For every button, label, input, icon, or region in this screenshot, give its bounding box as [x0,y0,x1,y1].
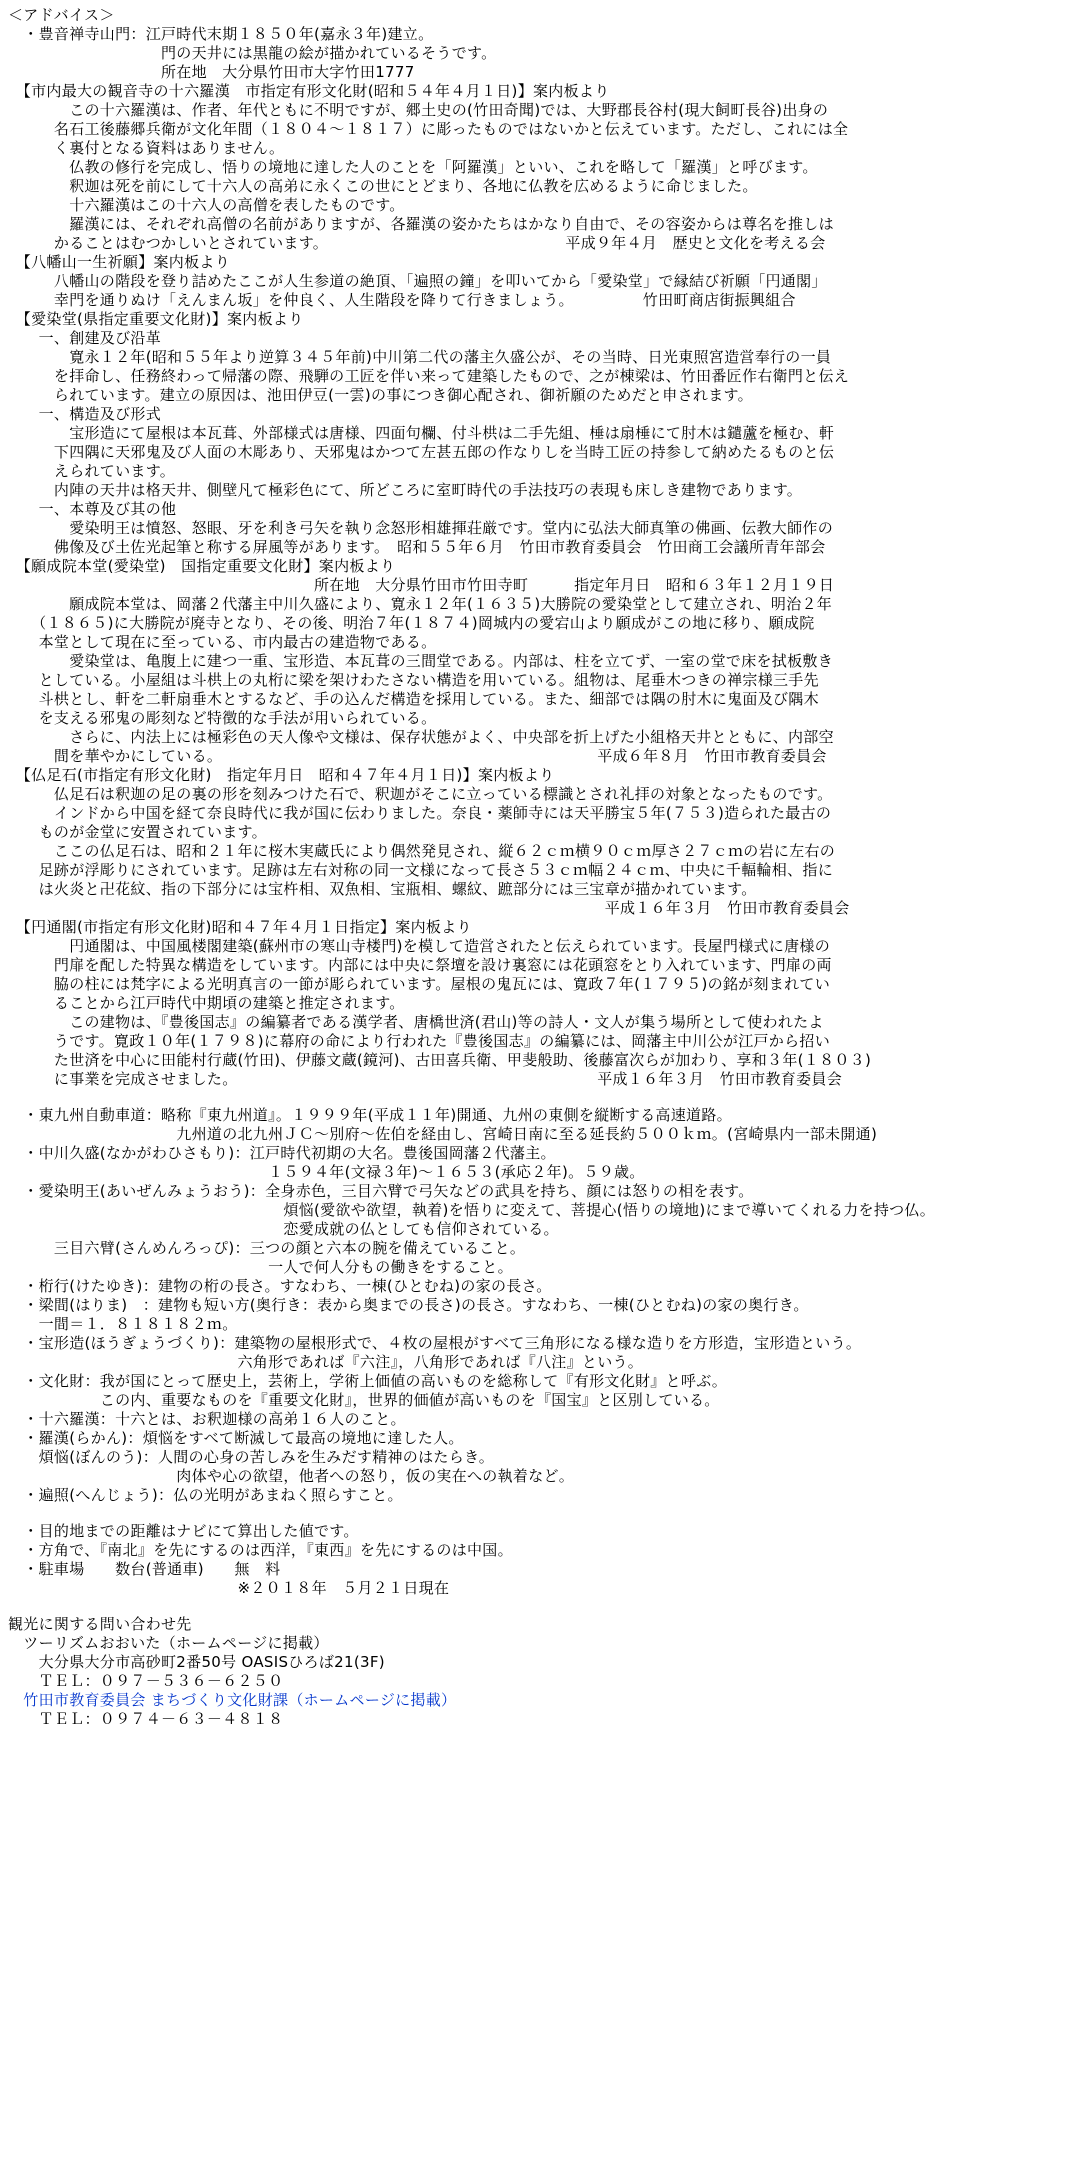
text-line: ・東九州自動車道：略称『東九州道』。１９９９年(平成１１年)開通、九州の東側を縦断する高速道路。 [8,1106,732,1124]
text-line: を支える邪鬼の彫刻など特徴的な手法が用いられている。 [8,709,437,727]
text-line: 所在地 大分県竹田市竹田寺町 指定年月日 昭和６３年１２月１９日 [8,576,835,594]
text-line: 三目六臂(さんめんろっぴ)：三つの顔と六本の腕を備えていること。 [8,1239,526,1257]
text-line: ・目的地までの距離はナビにて算出した値です。 [8,1522,359,1540]
text-line: うです。寛政１０年(１７９８)に幕府の命により行われた『豊後国志』の編纂には、岡藩主中川公が江戸から招い [8,1032,831,1050]
text-line: ※２０１８年 ５月２１日現在 [8,1579,450,1597]
text-line: 観光に関する問い合わせ先 [8,1615,192,1633]
blank-line [8,1505,1038,1522]
text-line: 煩悩(愛欲や欲望，執着)を悟りに変えて、菩提心(悟りの境地)にまで導いてくれる力を持つ仏。 [8,1201,936,1219]
text-line: ・羅漢(らかん)：煩悩をすべて断滅して最高の境地に達した人。 [8,1429,464,1447]
text-line: ・愛染明王(あいぜんみょうおう)：全身赤色，三目六臂で弓矢などの武具を持ち、顔には怒りの相を表す。 [8,1182,754,1200]
text-line: 仏教の修行を完成し、悟りの境地に達した人のことを「阿羅漢」といい、これを略して「羅漢」と呼びます。 [8,158,818,176]
text-line: 本堂として現在に至っている、市内最古の建造物である。 [8,633,437,651]
text-line: ・方角で、『南北』を先にするのは西洋，『東西』を先にするのは中国。 [8,1541,513,1559]
text-line: 煩悩(ぼんのう)：人間の心身の苦しみを生みだす精神のはたらき。 [8,1448,495,1466]
text-line: 【円通閣(市指定有形文化財)昭和４７年４月１日指定】案内板より [8,918,472,936]
text-line: 【市内最大の観音寺の十六羅漢 市指定有形文化財(昭和５４年４月１日)】案内板より [8,82,610,100]
text-line: 名石工後藤郷兵衛が文化年間（１８０４～１８１７）に彫ったものではないかと伝えています。ただし、これには全 [8,120,849,138]
text-line: ＴＥＬ：０９７４－６３－４８１８ [8,1710,284,1728]
text-line: 門の天井には黒龍の絵が描かれているそうです。 [8,44,497,62]
text-line: 一、構造及び形式 [8,405,162,423]
text-line: 九州道の北九州ＪＣ～別府～佐伯を経由し、宮崎日南に至る延長約５００ｋｍ。(宮崎県内一部未開通) [8,1125,878,1143]
text-line: 肉体や心の欲望，他者への怒り，仮の実在への執着など。 [8,1467,575,1485]
text-line: ツーリズムおおいた（ホームページに掲載） [8,1634,329,1652]
text-line: 斗栱とし、軒を二軒扇垂木とするなど、手の込んだ構造を採用している。また、細部では隅の肘木に鬼面及び隅木 [8,690,819,708]
text-line: ＴＥＬ：０９７－５３６－６２５０ [8,1672,284,1690]
text-line: られています。建立の原因は、池田伊豆(一雲)の事につき御心配され、御祈願のためだと申されます。 [8,386,753,404]
text-line: 【仏足石(市指定有形文化財) 指定年月日 昭和４７年４月１日)】案内板より [8,766,555,784]
text-line: 仏足石は釈迦の足の裏の形を刻みつけた石で、釈迦がそこに立っている標識とされ礼拝の対象となったものです。 [8,785,833,803]
text-line: く裏付となる資料はありません。 [8,139,285,157]
text-line: 愛染明王は憤怒、怒眼、牙を利き弓矢を執り念怒形相雄揮荘厳です。堂内に弘法大師真筆の佛画、伝教大師作の [8,519,834,537]
text-line: 釈迦は死を前にして十六人の高弟に永くこの世にとどまり、各地に仏教を広めるように命じました。 [8,177,758,195]
text-line: 六角形であれば『六注』，八角形であれば『八注』という。 [8,1353,644,1371]
text-line: は火炎と卍花紋、指の下部分には宝杵相、双魚相、宝瓶相、螺紋、蹠部分には三宝章が描かれています。 [8,880,757,898]
text-line: 恋愛成就の仏としても信仰されている。 [8,1220,559,1238]
text-line: ることから江戸時代中期頃の建築と推定されます。 [8,994,405,1012]
text-line: 羅漢には、それぞれ高僧の名前がありますが、各羅漢の姿かたちはかなり自由で、その容姿からは尊名を推しは [8,215,834,233]
text-line: ・豊音禅寺山門：江戸時代末期１８５０年(嘉永３年)建立。 [8,25,434,43]
text-line: 宝形造にて屋根は本瓦葺、外部様式は唐様、四面句欄、付斗栱は二手先組、棰は扇棰にて肘木は鑓蘆を極む、軒 [8,424,835,442]
text-line: 大分県大分市高砂町2番50号 OASISひろば21(3F) [8,1653,385,1671]
text-line: 幸門を通りぬけ「えんまん坂」を仲良く、人生階段を降りて行きましょう。 竹田町商店街振興組合 [8,291,796,309]
text-line: ＜アドバイス＞ [8,6,115,24]
text-line: 寛永１２年(昭和５５年より逆算３４５年前)中川第二代の藩主久盛公が、その当時、日光東照宮造営奉行の一員 [8,348,832,366]
text-line: ・桁行(けたゆき)：建物の桁の長さ。すなわち、一棟(ひとむね)の家の長さ。 [8,1277,552,1295]
text-line: ・文化財：我が国にとって歴史上，芸術上，学術上価値の高いものを総称して『有形文化財』と呼ぶ。 [8,1372,728,1390]
text-line: 愛染堂は、亀腹上に建つ一重、宝形造、本瓦葺の三間堂である。内部は、柱を立てず、一室の堂で床を拭板敷き [8,652,834,670]
text-line: この建物は、『豊後国志』の編纂者である漢学者、唐橋世済(君山)等の詩人・文人が集う場所として使われたよ [8,1013,824,1031]
text-line: 円通閣は、中国風楼閣建築(蘇州市の寒山寺楼門)を模して造営されたと伝えられています。長屋門様式に唐様の [8,937,831,955]
text-line: 足跡が浮彫りにされています。足跡は左右対称の同一文様になって長さ５３ｃｍ幅２４ｃｍ、中央に千輻輪相、指に [8,861,834,879]
text-line: 佛像及び土佐光起筆と称する屏風等があります。 昭和５５年６月 竹田市教育委員会 竹田商工会議所青年部会 [8,538,826,556]
text-line: さらに、内法上には極彩色の天人像や文様は、保存状態がよく、中央部を折上げた小組格天井とともに、内部空 [8,728,834,746]
text-line: ・中川久盛(なかがわひさもり)：江戸時代初期の大名。豊後国岡藩２代藩主。 [8,1144,556,1162]
text-line: ・十六羅漢：十六とは、お釈迦様の高弟１６人のこと。 [8,1410,406,1428]
text-line: に事業を完成させました。 平成１６年３月 竹田市教育委員会 [8,1070,843,1088]
text-line: ・梁間(はりま) ：建物も短い方(奥行き：表から奥までの長さ)の長さ。すなわち、一棟(ひとむね)の家の奥行き。 [8,1296,809,1314]
text-line: 下四隅に天邪鬼及び人面の木彫あり、天邪鬼はかつて左甚五郎の作なりしを当時工匠の持参して納めたるものと伝 [8,443,835,461]
text-line: 【愛染堂(県指定重要文化財)】案内板より [8,310,304,328]
text-line: た世済を中心に田能村行蔵(竹田)、伊藤文蔵(鏡河)、古田喜兵衛、甲斐般助、後藤富次らが加わり、享和３年(１８０３) [8,1051,872,1069]
text-line: 【八幡山一生祈願】案内板より [8,253,231,271]
text-line: ・駐車場 数台(普通車) 無 料 [8,1560,281,1578]
text-line: 平成１６年３月 竹田市教育委員会 [8,899,850,917]
text-line: かることはむつかしいとされています。 平成９年４月 歴史と文化を考える会 [8,234,826,252]
text-line: ここの仏足石は、昭和２１年に桜木実蔵氏により偶然発見され、縦６２ｃｍ横９０ｃｍ厚さ２７ｃｍの岩に左右の [8,842,836,860]
text-line: ・宝形造(ほうぎょうづくり)：建築物の屋根形式で、４枚の屋根がすべて三角形になる様な造りを方形造，宝形造という。 [8,1334,862,1352]
text-line: を拝命し、任務終わって帰藩の際、飛騨の工匠を伴い来って建築したもので、之が棟梁は、竹田番匠作右衛門と伝え [8,367,850,385]
text-line: 一、創建及び沿革 [8,329,162,347]
text-line: 門扉を配した特異な構造をしています。内部には中央に祭壇を設け裏窓には花頭窓をとり入れています、門扉の両 [8,956,832,974]
text-line: 一間＝１．８１８１８２ｍ。 [8,1315,238,1333]
text-line: （１８６５)に大勝院が廃寺となり、その後、明治７年(１８７４)岡城内の愛宕山より願成がこの地に移り、願成院 [8,614,815,632]
contact-link-line[interactable]: 竹田市教育委員会 まちづくり文化財課（ホームページに掲載） [8,1691,457,1709]
text-line: 内陣の天井は格天井、側壁凡て極彩色にて、所どころに室町時代の手法技巧の表現も床しき建物であります。 [8,481,803,499]
advice-document [8,6,1038,1729]
blank-line [8,1598,1038,1615]
text-line: 一人で何人分もの働きをすること。 [8,1258,513,1276]
text-line: 【願成院本堂(愛染堂) 国指定重要文化財】案内板より [8,557,396,575]
text-line: １５９４年(文禄３年)～１６５３(承応２年)。５９歳。 [8,1163,645,1181]
text-line: 十六羅漢はこの十六人の高僧を表したものです。 [8,196,405,214]
text-line: この内、重要なものを『重要文化財』，世界的価値が高いものを『国宝』と区別している。 [8,1391,720,1409]
blank-line [8,1089,1038,1106]
text-line: 間を華やかにしている。 平成６年８月 竹田市教育委員会 [8,747,827,765]
text-line: インドから中国を経て奈良時代に我が国に伝わりました。奈良・薬師寺には天平勝宝５年(７５３)造られた最古の [8,804,832,822]
text-line: としている。小屋組は斗栱上の丸桁に梁を架けわたさない構造を用いている。組物は、尾垂木つきの禅宗様三手先 [8,671,819,689]
text-line: この十六羅漢は、作者、年代ともに不明ですが、郷土史の(竹田奇聞)では、大野郡長谷村(現大飼町長谷)出身の [8,101,829,119]
text-line: 一、本尊及び其の他 [8,500,177,518]
text-line: 所在地 大分県竹田市大字竹田1777 [8,63,415,81]
text-line: えられています。 [8,462,176,480]
text-line: 願成院本堂は、岡藩２代藩主中川久盛により、寛永１２年(１６３５)大勝院の愛染堂として建立され、明治２年 [8,595,833,613]
text-line: 脇の柱には梵字による光明真言の一節が彫られています。屋根の鬼瓦には、寛政７年(１７９５)の銘が刻まれてい [8,975,831,993]
text-line: ものが金堂に安置されています。 [8,823,267,841]
text-line: 八幡山の階段を登り詰めたここが人生参道の絶頂、「遍照の鐘」を叩いてから「愛染堂」で縁結び祈願「円通閣」 [8,272,827,290]
text-line: ・遍照(へんじょう)：仏の光明があまねく照らすこと。 [8,1486,403,1504]
